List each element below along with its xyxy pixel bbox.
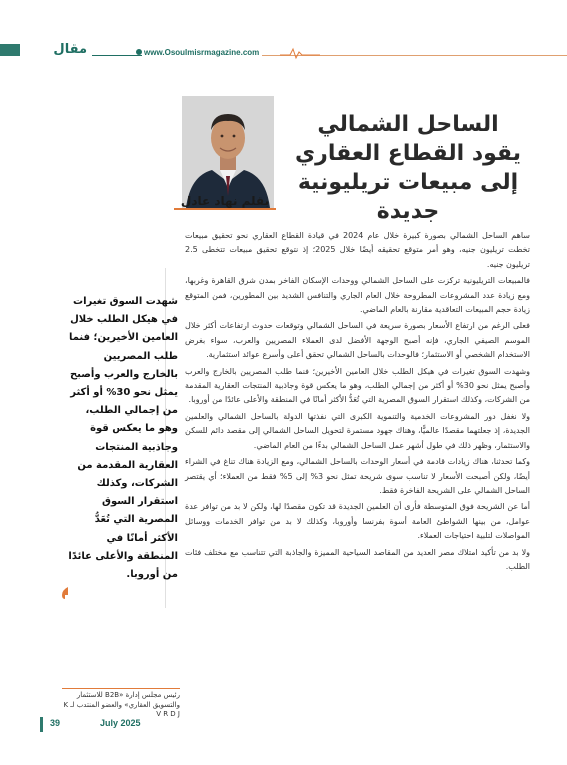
author-photo bbox=[182, 96, 274, 208]
paragraph: ولا نغفل دور المشروعات الخدمية والتنموية الكبرى التي نفذتها الدولة بالساحل الشمالي والعلمين الجديدة، إذ جعلتهما مقصدًا عالميًّا، وهناك جهود مستمرة لتحويل الساحل الشمالي إلى مقصد دائم للسكن والاستثمار، وظهر ذلك في طول أشهر عمل الساحل الشمالي بدءًا من العام الماضي. bbox=[185, 411, 530, 450]
paragraph: أما عن الشريحة فوق المتوسطة فأرى أن العلمين الجديدة قد تكون مقصدًا لها، ولكن لا بد من توافر عدة عوامل، من بينها الشواطئ العامة أسوة بفرنسا وأوروبا، وكذلك لا بد من توافر الخدمات ووسائل المواصلات لتلبية احتياجات العملاء. bbox=[185, 502, 530, 541]
footer-accent-bar bbox=[40, 717, 43, 732]
header-divider bbox=[92, 55, 142, 56]
article-title: الساحل الشمالي يقود القطاع العقاري إلى مبيعات تريليونية جديدة bbox=[295, 112, 521, 224]
paragraph: وشهدت السوق تغيرات في هيكل الطلب خلال العامين الأخيرين؛ فنما طلب المصريين بالخارج والعرب وأصبح يمثل نحو 30% أو أكثر من إجمالي الطلب، وهو ما يعكس قوة وجاذبية المنتجات العقارية المقدمة من الشركات، وكذلك استقرار السوق المصرية التي تُعَدُّ الأكثر أمانًا في المنطقة والأعلى عائدًا من أوروبا. bbox=[185, 366, 530, 405]
paragraph: ساهم الساحل الشمالي بصورة كبيرة خلال عام 2024 في قيادة القطاع العقاري نحو تحقيق مبيعات تخطت تريليون جنيه، وهو أمر متوقع تحقيقه أيضًا خلال 2025؛ إذ نتوقع تحقيق مبيعات تتخطى 2.5 تريليون جنيه. bbox=[185, 231, 530, 269]
paragraph: فالمبيعات التريليونية تركزت على الساحل الشمالي ووحدات الإسكان الفاخر بمدن شرق القاهرة وغربها، ومع زيادة عدد المشروعات المطروحة خلال العام الجاري والتنافس الشديد بين المطورين، فمن المتوقع زيادة حجم المبيعات التعاقدية مقارنة بالعام الماضي. bbox=[185, 276, 530, 315]
header-accent-bar bbox=[0, 44, 20, 56]
page-number: 39 bbox=[50, 718, 61, 728]
article-body bbox=[185, 229, 530, 576]
issue-date: July 2025 bbox=[100, 718, 141, 728]
author-bio: رئيس مجلس إدارة «B2B للاستثمار والتسويق العقاري» والعضو المنتدب لـ K V R D J bbox=[62, 688, 180, 720]
paragraph: ولا بد من تأكيد امتلاك مصر العديد من المقاصد السياحية المميزة والجاذبة التي تتناسب مع مختلف فئات الطلب. bbox=[185, 547, 530, 571]
website-link[interactable]: www.Osoulmisrmagazine.com bbox=[144, 48, 260, 57]
paragraph: وكما تحدثنا، هناك زيادات قادمة في أسعار الوحدات بالساحل الشمالي، ومع الزيادة هناك تناغ في الشراء أيضًا، ولكن أصبحت الأسعار لا تناسب سوى شريحة تمثل نحو 3% إلى 5% فقط من العملاء؛ أي يقتصر الساحل الشمالي على الشريحة الفاخرة فقط. bbox=[185, 457, 531, 495]
globe-icon bbox=[136, 49, 142, 55]
section-label: مقال bbox=[53, 42, 87, 57]
paragraph: فعلى الرغم من ارتفاع الأسعار بصورة سريعة في الساحل الشمالي وتوقعات حدوث ارتفاعات أكثر خلال الموسم الصيفي الجاري، فإنه أصبح الوجهة الأفضل لدى العملاء المصريين والعرب، سواء بغرض الاستخدام الشخصي أو الاستثمار؛ فالوحدات بالساحل الشمالي تحقق أعلى وأسرع عوائد استثمارية. bbox=[185, 321, 530, 360]
pulse-icon bbox=[280, 46, 320, 60]
author-byline: بقلم نهاد عادل bbox=[180, 194, 270, 208]
quote-mark-icon bbox=[60, 586, 70, 600]
pull-quote: شهدت السوق تغيرات في هيكل الطلب خلال العامين الأخيرين؛ فنما طلب المصريين بالخارج والعرب وأصبح يمثل نحو 30% أو أكثر من إجمالي الطلب، وهو ما يعكس قوة وجاذبية المنتجات العقارية المقدمة من الشركات، وكذلك استقرار السوق المصرية التي تُعَدُّ الأكثر أمانًا في المنطقة والأعلى عائدًا من أوروبا. bbox=[68, 296, 178, 581]
byline-underline bbox=[174, 208, 276, 210]
